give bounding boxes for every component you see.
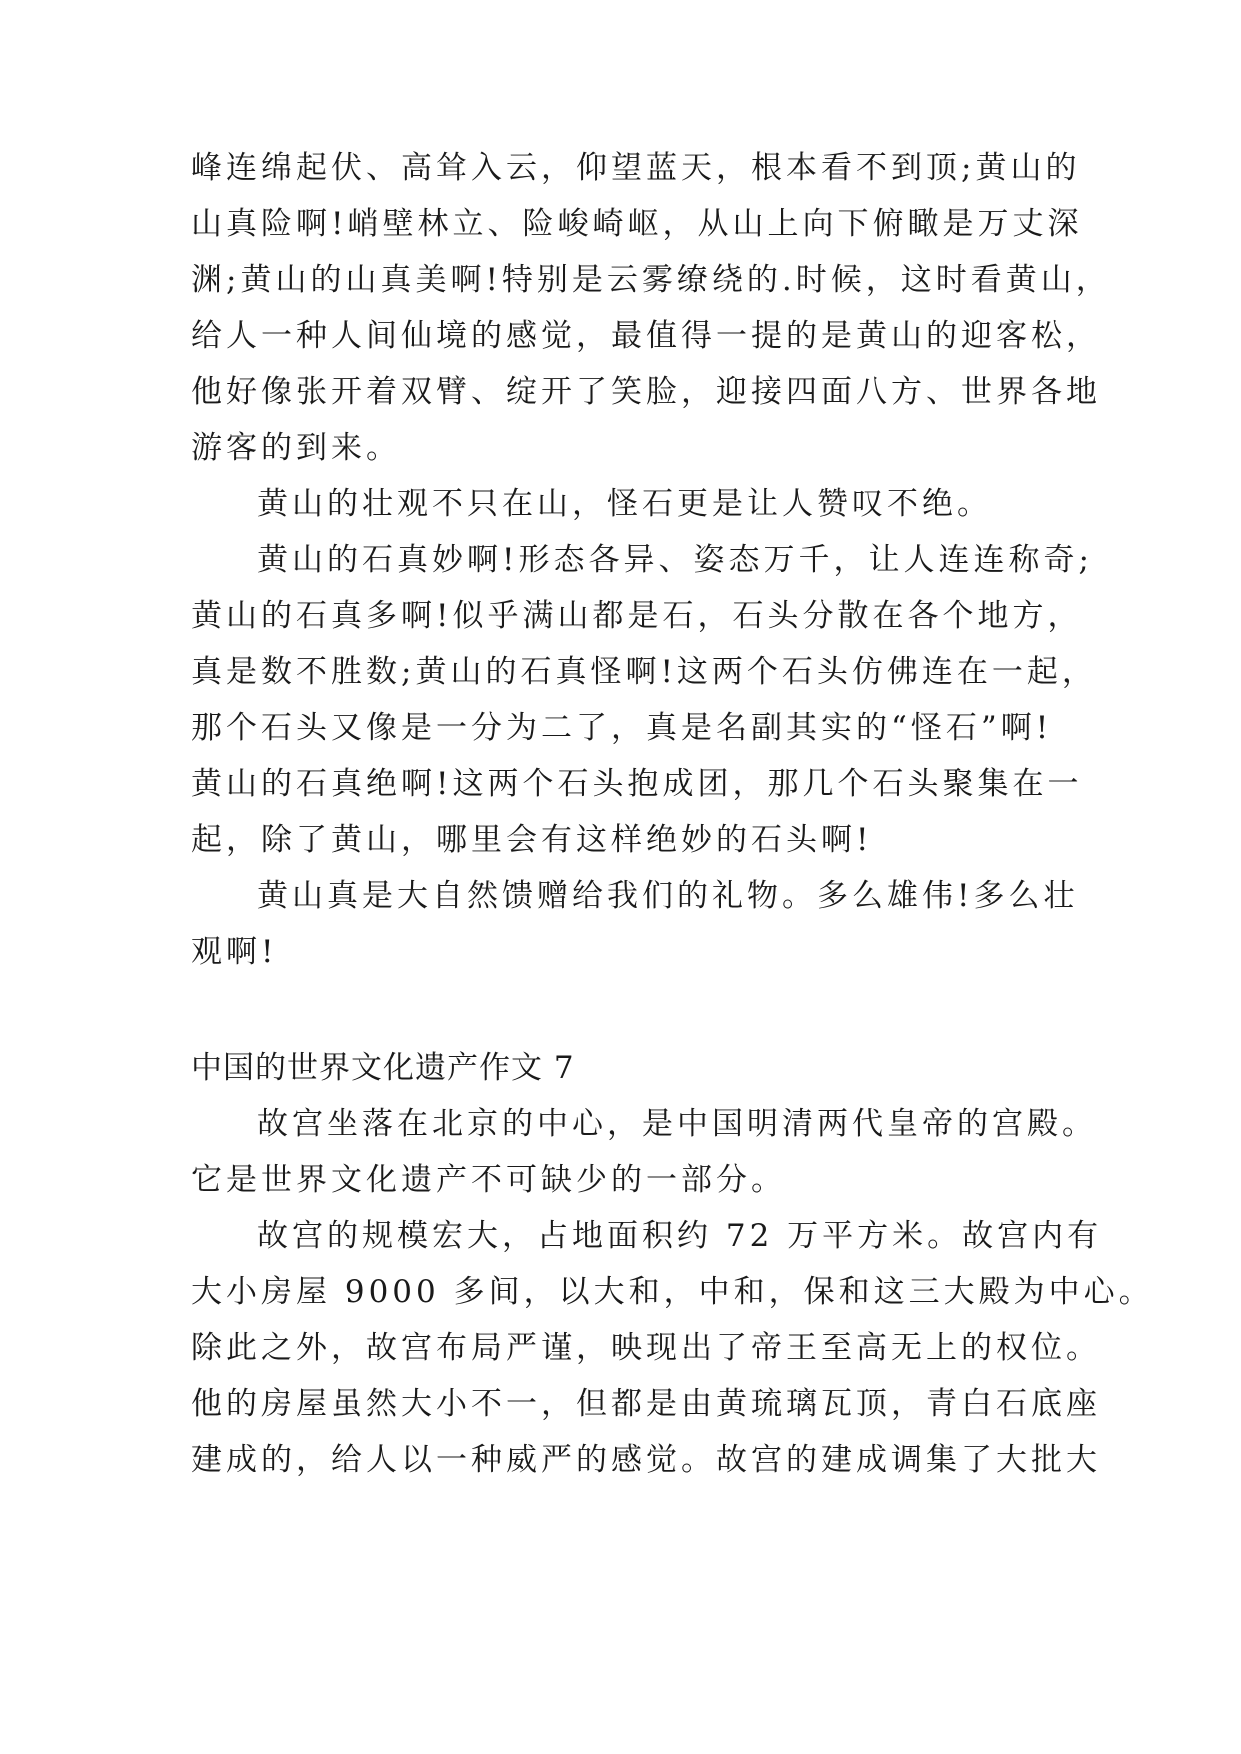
text-line: 他好像张开着双臂、绽开了笑脸，迎接四面八方、世界各地 (191, 374, 1101, 410)
text-line: 建成的，给人以一种威严的感觉。故宫的建成调集了大批大 (191, 1442, 1101, 1478)
text-line: 渊;黄山的山真美啊!特别是云雾缭绕的.时候，这时看黄山， (191, 262, 1111, 298)
text-line: 它是世界文化遗产不可缺少的一部分。 (191, 1162, 786, 1198)
paragraph-start: 黄山真是大自然馈赠给我们的礼物。多么雄伟!多么壮 (257, 878, 1079, 914)
text-line: 黄山的石真绝啊!这两个石头抱成团，那几个石头聚集在一 (191, 766, 1083, 802)
paragraph-start: 故宫坐落在北京的中心，是中国明清两代皇帝的宫殿。 (257, 1106, 1097, 1142)
text-line: 真是数不胜数;黄山的石真怪啊!这两个石头仿佛连在一起， (191, 654, 1097, 690)
text-line: 起，除了黄山，哪里会有这样绝妙的石头啊! (191, 822, 873, 858)
text-line: 除此之外，故宫布局严谨，映现出了帝王至高无上的权位。 (191, 1330, 1101, 1366)
text-line: 黄山的石真多啊!似乎满山都是石，石头分散在各个地方， (191, 598, 1083, 634)
text-line: 那个石头又像是一分为二了，真是名副其实的“怪石”啊! (191, 710, 1053, 746)
text-line: 给人一种人间仙境的感觉，最值得一提的是黄山的迎客松， (191, 318, 1101, 354)
text-line: 峰连绵起伏、高耸入云，仰望蓝天，根本看不到顶;黄山的 (191, 150, 1081, 186)
paragraph-start: 故宫的规模宏大，占地面积约 72 万平方米。故宫内有 (257, 1218, 1103, 1254)
paragraph-start: 黄山的壮观不只在山，怪石更是让人赞叹不绝。 (257, 486, 992, 522)
text-line: 他的房屋虽然大小不一，但都是由黄琉璃瓦顶，青白石底座 (191, 1386, 1101, 1422)
text-line: 大小房屋 9000 多间，以大和，中和，保和这三大殿为中心。 (191, 1274, 1154, 1310)
paragraph-start: 黄山的石真妙啊!形态各异、姿态万千，让人连连称奇; (257, 542, 1093, 578)
essay-title: 中国的世界文化遗产作文 7 (191, 1050, 575, 1086)
text-line: 观啊! (191, 934, 278, 970)
text-line: 山真险啊!峭壁林立、险峻崎岖，从山上向下俯瞰是万丈深 (191, 206, 1083, 242)
text-line: 游客的到来。 (191, 430, 401, 466)
